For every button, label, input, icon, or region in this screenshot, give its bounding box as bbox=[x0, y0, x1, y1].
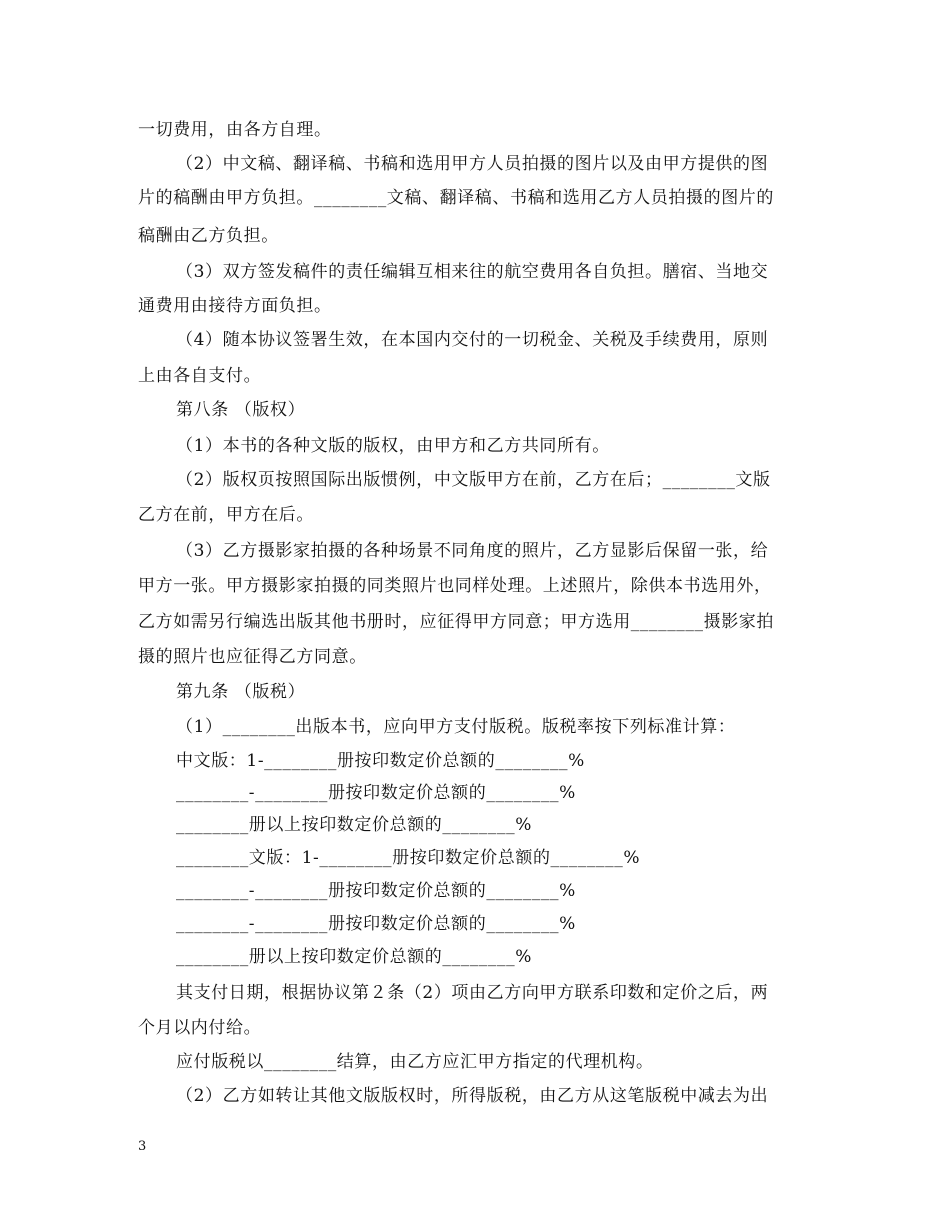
text-line: （2）中文稿、翻译稿、书稿和选用甲方人员拍摄的图片以及由甲方提供的图 bbox=[176, 154, 769, 174]
royalty-rate-line: ________文版：1-________册按印数定价总额的________% bbox=[176, 848, 641, 868]
text-line: （4）随本协议签署生效，在本国内交付的一切税金、关税及手续费用，原则 bbox=[176, 330, 769, 350]
text-line: 上由各自支付。 bbox=[138, 366, 262, 386]
royalty-rate-line: ________-________册按印数定价总额的________% bbox=[176, 783, 576, 803]
text-line: 个月以内付给。 bbox=[138, 1018, 262, 1038]
text-line: （2）乙方如转让其他文版版权时，所得版税，由乙方从这笔版税中减去为出 bbox=[176, 1086, 769, 1106]
royalty-rate-line: ________册以上按印数定价总额的________% bbox=[176, 815, 532, 835]
text-line: 一切费用，由各方自理。 bbox=[138, 120, 332, 140]
page-number: 3 bbox=[138, 1139, 147, 1154]
text-line: （3）双方签发稿件的责任编辑互相来往的航空费用各自负担。膳宿、当地交 bbox=[176, 262, 769, 282]
royalty-rate-line: 中文版：1-________册按印数定价总额的________% bbox=[176, 751, 585, 771]
text-line: （1）________出版本书，应向甲方支付版税。版税率按下列标准计算： bbox=[176, 717, 736, 737]
text-line: 片的稿酬由甲方负担。________文稿、翻译稿、书稿和选用乙方人员拍摄的图片的 bbox=[138, 188, 774, 208]
text-line: （1）本书的各种文版的版权，由甲方和乙方共同所有。 bbox=[176, 436, 610, 456]
text-line: 应付版税以________结算，由乙方应汇甲方指定的代理机构。 bbox=[176, 1052, 654, 1072]
royalty-rate-line: ________-________册按印数定价总额的________% bbox=[176, 881, 576, 901]
text-line: 摄的照片也应征得乙方同意。 bbox=[138, 647, 367, 667]
text-line: 稿酬由乙方负担。 bbox=[138, 226, 279, 246]
text-line: （3）乙方摄影家拍摄的各种场景不同角度的照片，乙方显影后保留一张，给 bbox=[176, 541, 769, 561]
royalty-rate-line: ________-________册按印数定价总额的________% bbox=[176, 914, 576, 934]
text-line: 其支付日期，根据协议第２条（2）项由乙方向甲方联系印数和定价之后，两 bbox=[176, 983, 769, 1003]
section-heading: 第八条 （版权） bbox=[176, 400, 306, 420]
text-line: 甲方一张。甲方摄影家拍摄的同类照片也同样处理。上述照片，除供本书选用外， bbox=[138, 576, 772, 596]
text-line: 通费用由接待方面负担。 bbox=[138, 296, 332, 316]
royalty-rate-line: ________册以上按印数定价总额的________% bbox=[176, 947, 532, 967]
text-line: （2）版权页按照国际出版惯例，中文版甲方在前，乙方在后；________文版 bbox=[176, 470, 771, 490]
text-line: 乙方在前，甲方在后。 bbox=[138, 505, 314, 525]
section-heading: 第九条 （版税） bbox=[176, 682, 306, 702]
text-line: 乙方如需另行编选出版其他书册时，应征得甲方同意；甲方选用________摄影家拍 bbox=[138, 612, 774, 632]
